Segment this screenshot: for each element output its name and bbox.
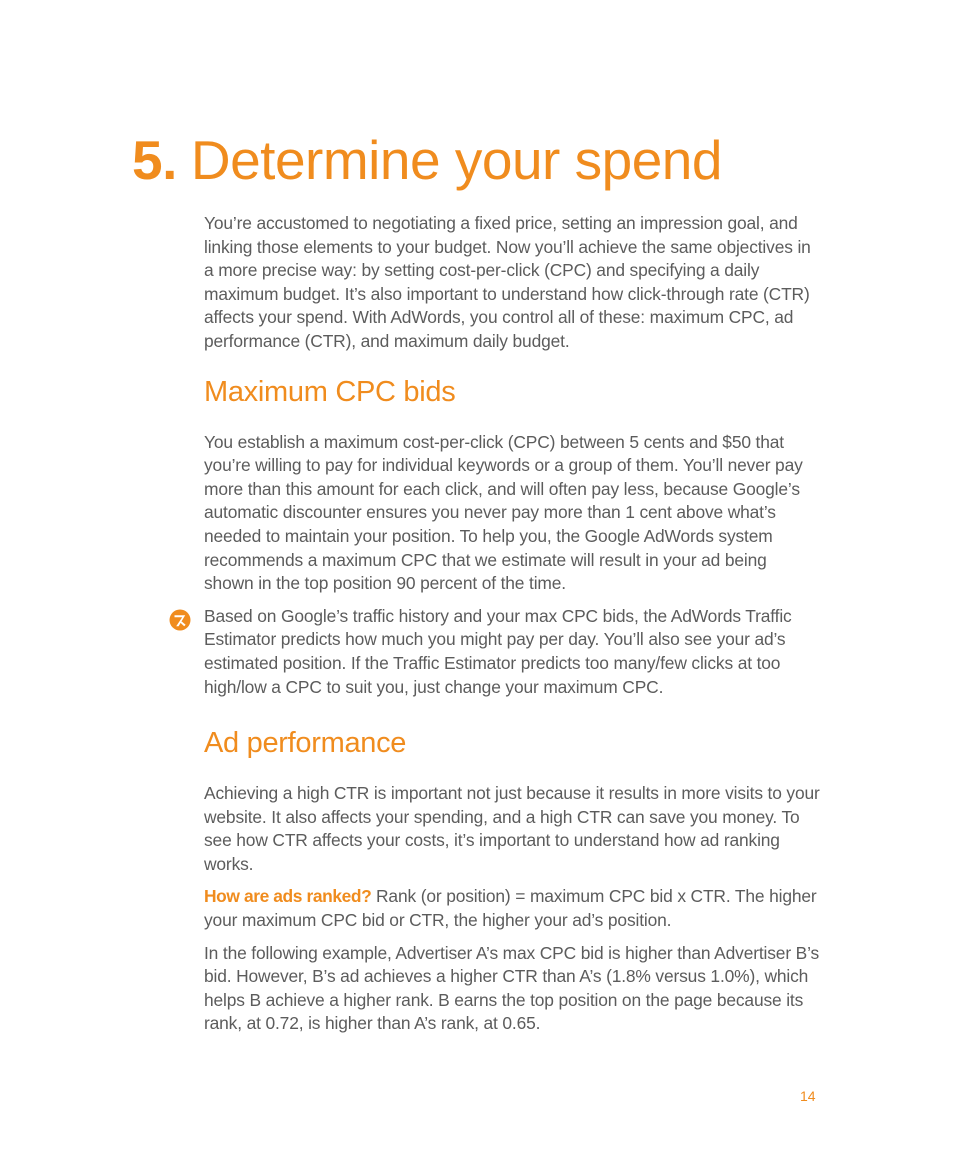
ranking-text: Rank (or position) = maximum CPC bid x CTR. The higher your maximum CPC bid or CTR, the higher your ad’s position. bbox=[204, 886, 817, 931]
ad-performance-heading: Ad performance bbox=[204, 727, 407, 760]
example-paragraph: In the following example, Advertiser A’s max CPC bid is higher than Advertiser B’s bid. However, B’s ad achieves a higher CTR than A’s (1.8% versus 1.0%), which helps B achieve a higher rank. B earns the top position on the page because its rank, at 0.72, is higher than A’s rank, at 0.65. bbox=[204, 942, 820, 1034]
page-title bbox=[132, 128, 722, 192]
ranking-paragraph bbox=[204, 885, 820, 932]
max-cpc-paragraph: You establish a maximum cost-per-click (CPC) between 5 cents and $50 that you’re willing to pay for individual keywords or a group of them. You’ll never pay more than this amount for each click, and will often pay less, because Google’s automatic discounter ensures you never pay more than 1 cent above what’s needed to maintain your position. To help you, the Google AdWords system recommends a maximum CPC that we estimate will result in your ad being shown in the top position 90 percent of the time. bbox=[204, 431, 803, 594]
intro-paragraph: You’re accustomed to negotiating a fixed price, setting an impression goal, and linking those elements to your budget. Now you’ll achieve the same objectives in a more precise way: by setting cost-per-click (CPC) and specifying a daily maximum budget. It’s also important to understand how click-through rate (CTR) affects your spend. With AdWords, you control all of these: maximum CPC, ad performance (CTR), and maximum daily budget. bbox=[204, 213, 811, 351]
max-cpc-heading: Maximum CPC bids bbox=[204, 375, 456, 408]
ranking-question: How are ads ranked? bbox=[204, 886, 372, 907]
ad-performance-paragraph: Achieving a high CTR is important not just because it results in more visits to your website. It also affects your spending, and a high CTR can save you money. To see how CTR affects your costs, it’s important to understand how ad ranking works. bbox=[204, 783, 820, 874]
tip-paragraph: Based on Google’s traffic history and your max CPC bids, the AdWords Traffic Estimator predicts how much you might pay per day. You’ll also see your ad’s estimated position. If the Traffic Estimator predicts too many/few clicks at too high/low a CPC to suit you, just change your maximum CPC. bbox=[204, 605, 792, 697]
section-title: Determine your spend bbox=[190, 129, 722, 191]
tip-icon bbox=[169, 609, 191, 631]
content-column bbox=[204, 212, 820, 1045]
section-number: 5. bbox=[132, 129, 177, 191]
traffic-estimator-tip bbox=[204, 605, 820, 699]
page-number: 14 bbox=[800, 1088, 816, 1104]
